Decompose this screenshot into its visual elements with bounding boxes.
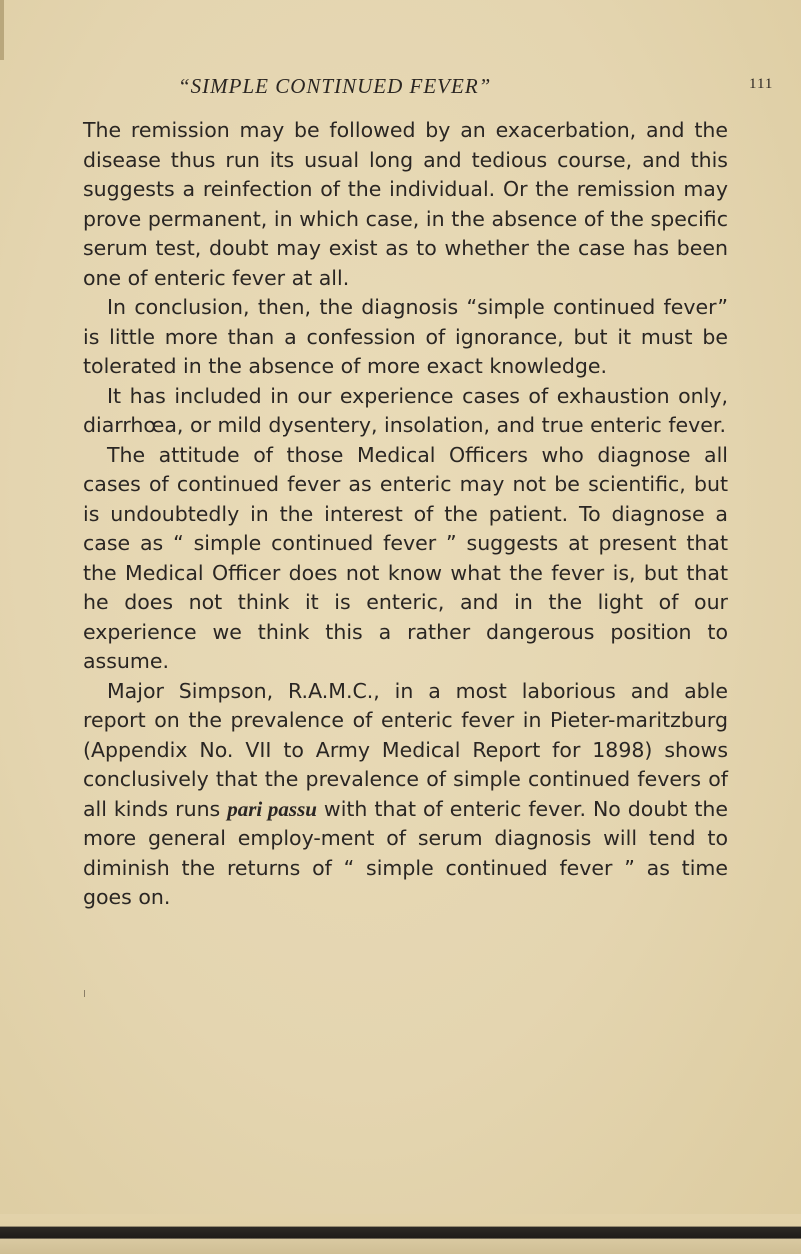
paragraph-text-start: Major Simpson, R.A.M.C., in a most laborious and able report on the prevalence of enteric fever in Pieter-maritzburg (Appendix No. VII to Army Medical Report for 1898) shows conclusively that the prevalence of simple continued fevers of all kinds runs	[83, 678, 728, 821]
paragraph-major-simpson	[83, 677, 728, 913]
running-title: “SIMPLE CONTINUED FEVER”	[178, 74, 492, 98]
paragraph-conclusion: In conclusion, then, the diagnosis “simple continued fever” is little more than a confession of ignorance, but it must be tolerated in the absence of more exact knowledge.	[83, 295, 728, 378]
body-text	[83, 116, 728, 913]
paragraph-attitude: The attitude of those Medical Officers who diagnose all cases of continued fever as enteric may not be scientific, but is undoubtedly in the interest of the patient. To diagnose a case as “ simple continued fever ” suggests at present that the Medical Officer does not know what the fever is, but that he does not think it is enteric, and in the light of our experience we think this a rather dangerous position to assume.	[83, 442, 728, 673]
paragraph-remission: The remission may be followed by an exacerbation, and the disease thus run its usual long and tedious course, and this suggests a reinfection of the individual. Or the remission may prove permanent, in which case, in the absence of the specific serum test, doubt may exist as to whether the case has been one of enteric fever at all.	[83, 118, 728, 290]
italic-latin-phrase: pari passu	[227, 796, 317, 821]
paragraph-text-end: with that of enteric fever. No doubt the more general employ-ment of serum diagnosis will tend to diminish the returns of “ simple continued fever ” as time goes on.	[83, 796, 728, 909]
stray-mark	[84, 990, 85, 997]
bottom-edge-band	[0, 1214, 801, 1254]
paragraph-included-cases: It has included in our experience cases of exhaustion only, diarrhœa, or mild dysentery, insolation, and true enteric fever.	[83, 383, 728, 437]
running-head	[0, 74, 801, 102]
page-number: 111	[749, 76, 774, 92]
page-edge-shadow	[0, 0, 4, 60]
